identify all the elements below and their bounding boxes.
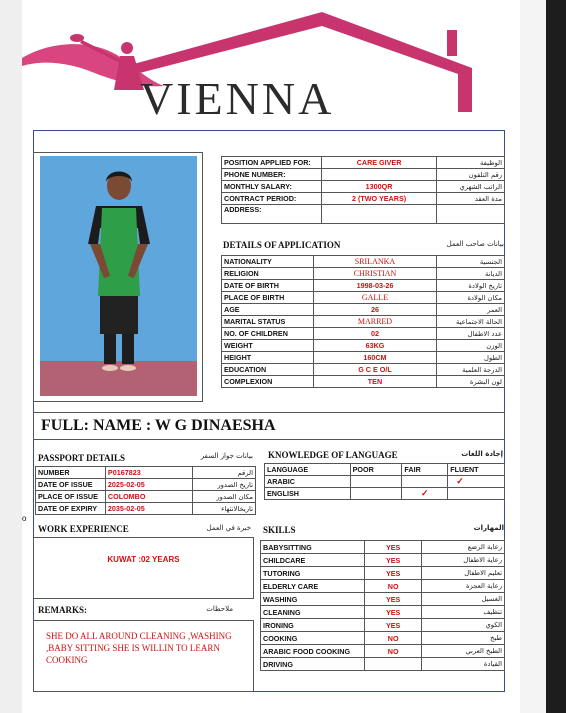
- table-row: COMPLEXION TEN لون البشرة: [222, 376, 505, 388]
- table-row: PHONE NUMBER: رقم التلفون: [222, 169, 505, 181]
- application-table: [221, 255, 505, 388]
- table-row: POSITION APPLIED FOR: CARE GIVER الوظيفة: [222, 157, 505, 169]
- table-row: MARITAL STATUS MARRED الحالة الاجتماعية: [222, 316, 505, 328]
- table-row: NATIONALITY SRILANKA الجنسية: [222, 256, 505, 268]
- work-title-ar: خبرة في العمل: [206, 524, 251, 532]
- table-header-row: LANGUAGE POOR FAIR FLUENT: [265, 464, 505, 476]
- vienna-logo: [22, 0, 520, 128]
- remarks-text: SHE DO ALL AROUND CLEANING ,WASHING ,BABY SITTING SHE IS WILLIN TO LEARN COOKING: [46, 631, 232, 665]
- application-title-ar: بيانات صاحب العمل: [446, 240, 504, 248]
- full-name-box: [33, 412, 505, 440]
- passport-table: [35, 466, 256, 515]
- remarks-box: [33, 620, 254, 692]
- table-row: PLACE OF BIRTH GALLE مكان الولادة: [222, 292, 505, 304]
- table-row: CLEANING YES تنظيف: [261, 606, 505, 619]
- table-row: AGE 26 العمر: [222, 304, 505, 316]
- table-row: DRIVING القيادة: [261, 658, 505, 671]
- left-margin: [0, 0, 22, 713]
- table-row: DATE OF BIRTH 1998-03-26 تاريخ الولادة: [222, 280, 505, 292]
- table-row: DATE OF ISSUE 2025-02-05 تاريخ الصدور: [36, 479, 256, 491]
- table-row: DATE OF EXPIRY 2035-02-05 تاريخالانتهاء: [36, 503, 256, 515]
- table-row: ARABIC ✓: [265, 476, 505, 488]
- table-row: ADDRESS:: [222, 205, 505, 224]
- scrollbar-track[interactable]: [546, 0, 566, 713]
- passport-title-ar: بيانات جواز السفر: [200, 452, 253, 460]
- table-row: WEIGHT 63KG الوزن: [222, 340, 505, 352]
- work-title: WORK EXPERIENCE: [38, 524, 129, 534]
- application-title: DETAILS OF APPLICATION: [223, 240, 341, 250]
- position-table: [221, 156, 505, 224]
- table-row: MONTHLY SALARY: 1300QR الراتب الشهري: [222, 181, 505, 193]
- table-row: NUMBER P0167823 الرقم: [36, 467, 256, 479]
- work-text: KUWAT :02 YEARS: [107, 555, 180, 564]
- right-margin: [520, 0, 546, 713]
- table-row: ENGLISH ✓: [265, 488, 505, 500]
- table-row: BABYSITTING YES رعاية الرضع: [261, 541, 505, 554]
- table-row: EDUCATION G C E O/L الدرجة العلمية: [222, 364, 505, 376]
- table-row: WASHING YES الغسيل: [261, 593, 505, 606]
- table-row: RELIGION CHRISTIAN الديانة: [222, 268, 505, 280]
- language-title-ar: إجادة اللغات: [461, 450, 503, 458]
- logo-text: VIENNA: [140, 73, 335, 124]
- skills-title-ar: المهارات: [473, 524, 504, 532]
- table-row: PLACE OF ISSUE COLOMBO مكان الصدور: [36, 491, 256, 503]
- table-row: NO. OF CHILDREN 02 عدد الاطفال: [222, 328, 505, 340]
- skills-title: SKILLS: [263, 525, 296, 535]
- skills-table: [260, 540, 505, 671]
- language-title: KNOWLEDGE OF LANGUAGE: [268, 450, 398, 460]
- photo-frame: [33, 152, 203, 402]
- table-row: CHILDCARE YES رعاية الاطفال: [261, 554, 505, 567]
- table-row: HEIGHT 160CM الطول: [222, 352, 505, 364]
- table-row: ELDERLY CARE NO رعاية العجزة: [261, 580, 505, 593]
- work-box: [33, 537, 254, 599]
- table-row: ARABIC FOOD COOKING NO الطبخ العربي: [261, 645, 505, 658]
- margin-mark: o: [22, 514, 27, 523]
- table-row: COOKING NO طبخ: [261, 632, 505, 645]
- remarks-title: REMARKS:: [38, 605, 87, 615]
- full-name: FULL: NAME : W G DINAESHA: [41, 417, 276, 434]
- passport-title: PASSPORT DETAILS: [38, 453, 125, 463]
- table-row: CONTRACT PERIOD: 2 (TWO YEARS) مدة العقد: [222, 193, 505, 205]
- table-row: TUTORING YES تعليم الاطفال: [261, 567, 505, 580]
- remarks-title-ar: ملاحظات: [206, 605, 233, 613]
- table-row: IRONING YES الكوي: [261, 619, 505, 632]
- language-table: [264, 463, 505, 500]
